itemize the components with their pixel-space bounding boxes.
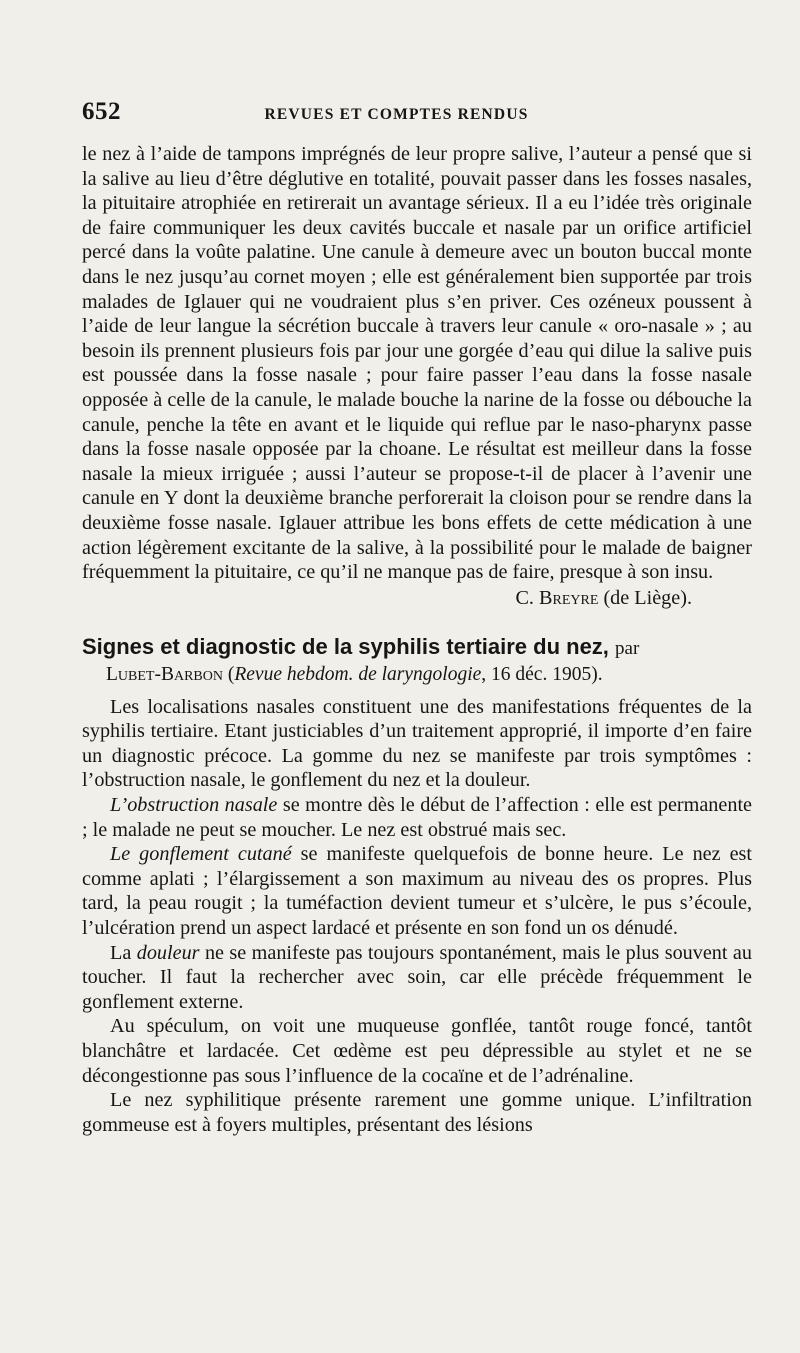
article-title-text: Signes et diagnostic de la syphilis tertiaire du nez, [82, 633, 609, 659]
paragraph-4-text: ne se manifeste pas toujours spontanément, mais le plus souvent au toucher. Il faut la rechercher avec soin, car elle précède fréquemment le gonflement externe. [82, 941, 752, 1013]
signature-name: Breyre [539, 586, 599, 609]
signature-initial: C. [515, 586, 534, 609]
page-number: 652 [82, 98, 121, 125]
paragraph-5: Au spéculum, on voit une muqueuse gonflée, tantôt rouge foncé, tantôt blanchâtre et lardacée. Cet œdème est peu dépressible au stylet et ne se décongestionne pas sous l’influence de la cocaïne et de l’adrénaline. [82, 1015, 752, 1087]
paragraph-4 [82, 941, 752, 1015]
review-iglauer [82, 142, 752, 611]
article-author: Lubet-Barbon [106, 663, 223, 685]
paragraph-4-pre: La [110, 941, 137, 964]
paragraph-4-lead: douleur [136, 941, 200, 964]
article-source-date: , 16 déc. 1905). [481, 663, 603, 685]
running-title: REVUES ET COMPTES RENDUS [264, 106, 529, 123]
paragraph-1: Les localisations nasales constituent une des manifestations fréquentes de la syphilis tertiaire. Etant justiciables d’un traitement approprié, il importe d’en faire un diagnostic précoce. La gomme du nez se manifeste par trois symptômes : l’obstruction nasale, le gonflement du nez et la douleur. [82, 695, 752, 792]
article-title-par: par [615, 637, 640, 659]
paragraph-3-text: se manifeste quelquefois de bonne heure. Le nez est comme aplati ; l’élargissement a son maximum au niveau des os propres. Plus tard, la peau rougit ; la tuméfaction devient tumeur et s’ulcère, le pus s’écoule, l’ulcération prend un aspect lardacé et présente en son fond un os dénudé. [82, 843, 752, 940]
paragraph-6: Le nez syphilitique présente rarement une gomme unique. L’infiltration gommeuse est à foyers multiples, présentant des lésions [82, 1089, 752, 1136]
signature-place: (de Liège). [603, 586, 692, 609]
paragraph-2-lead: L’obstruction nasale [110, 794, 278, 817]
page-header [82, 98, 752, 142]
article-title [82, 633, 752, 663]
review-iglauer-body: le nez à l’aide de tampons imprégnés de leur propre salive, l’auteur a pensé que si la salive au lieu d’être déglutive en totalité, pouvait passer dans les fosses nasales, la pituitaire atrophiée en retirerait un avantage sérieux. Il a eu l’idée très originale de faire communiquer les deux cavités buccale et nasale par un orifice artificiel percé dans la voûte palatine. Une canule à demeure avec un bouton buccal monte dans le nez jusqu’au cornet moyen ; elle est généralement bien supportée par trois malades de Iglauer qui ne voudraient plus s’en priver. Ces ozéneux poussent à l’aide de leur langue la sécrétion buccale à travers leur canule « oro-nasale » ; au besoin ils prennent plusieurs fois par jour une gorgée d’eau qui dilue la salive puis est poussée dans la fosse nasale ; pour faire passer l’eau dans la fosse nasale opposée à celle de la canule, le malade bouche la narine de la fosse ou débouche la canule, penche la tête en avant et le liquide qui reflue par le naso-pharynx passe dans la fosse nasale opposée par la choane. Le résultat est meilleur dans la fosse nasale la mieux irriguée ; aussi l’auteur se propose-t-il de placer à l’avenir une canule en Y dont la deuxième branche perforerait la cloison pour se rendre dans la deuxième fosse nasale. Iglauer attribue les bons effets de cette médication à une action légèrement excitante de la salive, à la possibilité pour le malade de baigner fréquemment la pituitaire, ce qu’il ne manque pas de faire, presque à son insu. [82, 143, 752, 584]
article-byline [82, 663, 752, 687]
article-source: Revue hebdom. de laryngologie [234, 663, 482, 685]
paragraph-2 [82, 793, 752, 842]
paragraph-2-text: se montre dès le début de l’affection : elle est permanente ; le malade ne peut se moucher. Le nez est obstrué mais sec. [82, 794, 753, 841]
paragraph-3-lead: Le gonflement cutané [110, 843, 292, 866]
source-open: ( [227, 663, 235, 685]
review-syphilis-body [82, 695, 752, 1138]
paragraph-3 [82, 842, 752, 940]
review-signature [82, 585, 752, 611]
